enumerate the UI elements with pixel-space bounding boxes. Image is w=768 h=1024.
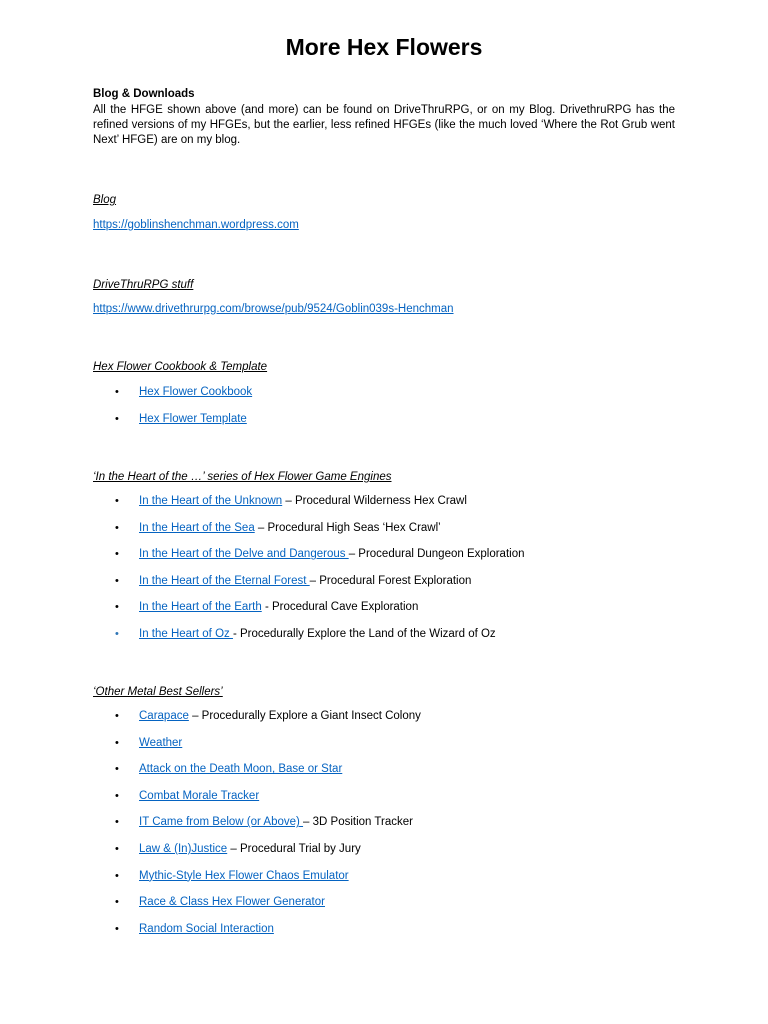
drivethru-heading: DriveThruRPG stuff [93,279,194,291]
bullet-icon: • [115,710,119,722]
carapace-link[interactable]: Carapace [139,710,189,722]
bullet-icon: • [115,495,119,507]
bullet-icon: • [115,574,119,587]
list-item [93,627,675,654]
item-description: – Procedural Trial by Jury [227,842,361,855]
blog-downloads-heading: Blog & Downloads [93,88,195,100]
bullet-icon: • [115,896,119,909]
list-item [93,709,675,736]
hex-flower-cookbook-link[interactable]: Hex Flower Cookbook [139,386,253,398]
heart-forest-link[interactable]: In the Heart of the Eternal Forest [139,574,310,587]
heart-sea-link[interactable]: In the Heart of the Sea [139,521,255,534]
bullet-icon: • [115,922,119,935]
item-description: – 3D Position Tracker [303,816,413,829]
bullet-icon: • [115,386,119,398]
bullet-icon: • [115,842,119,855]
bullet-icon: • [115,601,119,614]
bullet-icon: • [115,412,119,425]
list-item [93,521,675,548]
list-item [93,922,675,949]
metal-list [93,709,675,948]
cookbook-heading: Hex Flower Cookbook & Template [93,361,268,373]
it-came-from-below-link[interactable]: IT Came from Below (or Above) [139,816,304,829]
list-item [93,762,675,789]
list-item [93,547,675,574]
heart-earth-link[interactable]: In the Heart of the Earth [139,601,262,614]
bullet-icon: • [115,736,119,749]
weather-link[interactable]: Weather [139,736,183,749]
list-item [93,815,675,842]
metal-heading: ‘Other Metal Best Sellers’ [93,686,223,698]
mythic-chaos-link[interactable]: Mythic-Style Hex Flower Chaos Emulator [139,869,349,882]
bullet-icon: • [115,548,119,561]
list-item [93,895,675,922]
heart-delve-link[interactable]: In the Heart of the Delve and Dangerous [139,548,349,561]
item-description: – Procedural High Seas ‘Hex Crawl’ [254,521,441,534]
list-item [93,869,675,896]
list-item [93,789,675,816]
heart-series-list [93,494,675,654]
combat-morale-link[interactable]: Combat Morale Tracker [139,789,260,802]
cookbook-list [93,385,675,438]
list-item [93,600,675,627]
page-title: More Hex Flowers [285,34,483,60]
list-item [93,736,675,763]
law-injustice-link[interactable]: Law & (In)Justice [139,842,228,855]
death-moon-link[interactable]: Attack on the Death Moon, Base or Star [139,763,343,776]
bullet-icon: • [115,869,119,882]
blog-heading: Blog [93,194,117,206]
blog-link[interactable]: https://goblinshenchman.wordpress.com [93,219,299,231]
random-social-link[interactable]: Random Social Interaction [139,922,274,935]
heart-series-heading: ‘In the Heart of the …’ series of Hex Flower Game Engines [93,471,392,483]
bullet-icon: • [115,789,119,802]
intro-paragraph: All the HFGE shown above (and more) can be found on DriveThruRPG, or on my Blog. DrivethruRPG has the refined versions of my HFGEs, but the earlier, less refined HFGEs (like the much loved ‘Where the Rot Grub went Next’ HFGE) are on my blog. [93,104,675,146]
list-item [93,842,675,869]
heart-oz-link[interactable]: In the Heart of Oz [139,627,233,640]
bullet-icon: • [115,627,119,640]
heart-unknown-link[interactable]: In the Heart of the Unknown [139,495,283,507]
item-description: - Procedural Cave Exploration [261,601,419,614]
item-description: - Procedurally Explore the Land of the Wizard of Oz [232,627,496,640]
list-item [93,574,675,601]
bullet-icon: • [115,763,119,776]
bullet-icon: • [115,521,119,534]
bullet-icon: • [115,816,119,829]
list-item [93,412,675,439]
list-item [93,385,675,412]
race-class-link[interactable]: Race & Class Hex Flower Generator [139,896,325,909]
item-description: – Procedural Dungeon Exploration [348,548,525,561]
hex-flower-template-link[interactable]: Hex Flower Template [139,412,247,425]
list-item [93,494,675,521]
item-description: – Procedural Wilderness Hex Crawl [282,495,467,507]
item-description: – Procedural Forest Exploration [309,574,472,587]
item-description: – Procedurally Explore a Giant Insect Colony [188,710,421,722]
drivethru-link[interactable]: https://www.drivethrurpg.com/browse/pub/9524/Goblin039s-Henchman [93,303,454,315]
